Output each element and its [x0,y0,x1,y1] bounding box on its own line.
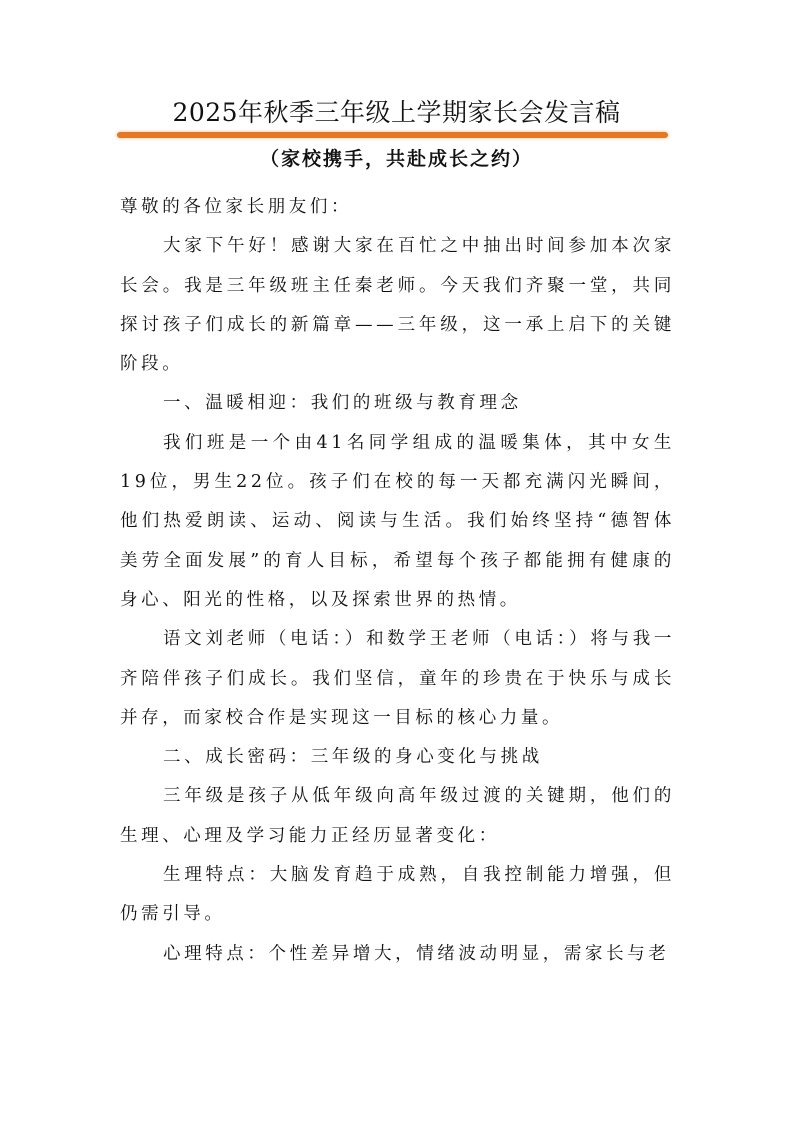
title-underline [117,132,668,138]
paragraph-transition: 三年级是孩子从低年级向高年级过渡的关键期，他们的生理、心理及学习能力正经历显著变化： [120,786,675,846]
section-heading-1: 一、温暖相迎：我们的班级与教育理念 [163,393,522,414]
greeting: 尊敬的各位家长朋友们： [120,197,353,217]
document-body [120,188,675,974]
document-subtitle: （家校携手，共赴成长之约） [259,148,533,170]
document-title: 2025年秋季三年级上学期家长会发言稿 [172,98,621,127]
paragraph-class-info: 我们班是一个由41名同学组成的温暖集体，其中女生19位，男生22位。孩子们在校的每一天都充满闪光瞬间，他们热爱朗读、运动、阅读与生活。我们始终坚持“德智体美劳全面发展”的育人目标，希望每个孩子都能拥有健康的身心、阳光的性格，以及探索世界的热情。 [120,432,675,610]
paragraph-psychology: 心理特点：个性差异增大，情绪波动明显，需家长与老 [163,943,670,964]
paragraph-intro: 大家下午好！感谢大家在百忙之中抽出时间参加本次家长会。我是三年级班主任秦老师。今天我们齐聚一堂，共同探讨孩子们成长的新篇章——三年级，这一承上启下的关键阶段。 [120,236,675,375]
paragraph-physiology: 生理特点：大脑发育趋于成熟，自我控制能力增强，但仍需引导。 [120,865,675,925]
paragraph-teachers: 语文刘老师（电话：）和数学王老师（电话：）将与我一齐陪伴孩子们成长。我们坚信，童年的珍贵在于快乐与成长并存，而家校合作是实现这一目标的核心力量。 [120,629,675,728]
section-heading-2: 二、成长密码：三年级的身心变化与挑战 [163,747,543,768]
